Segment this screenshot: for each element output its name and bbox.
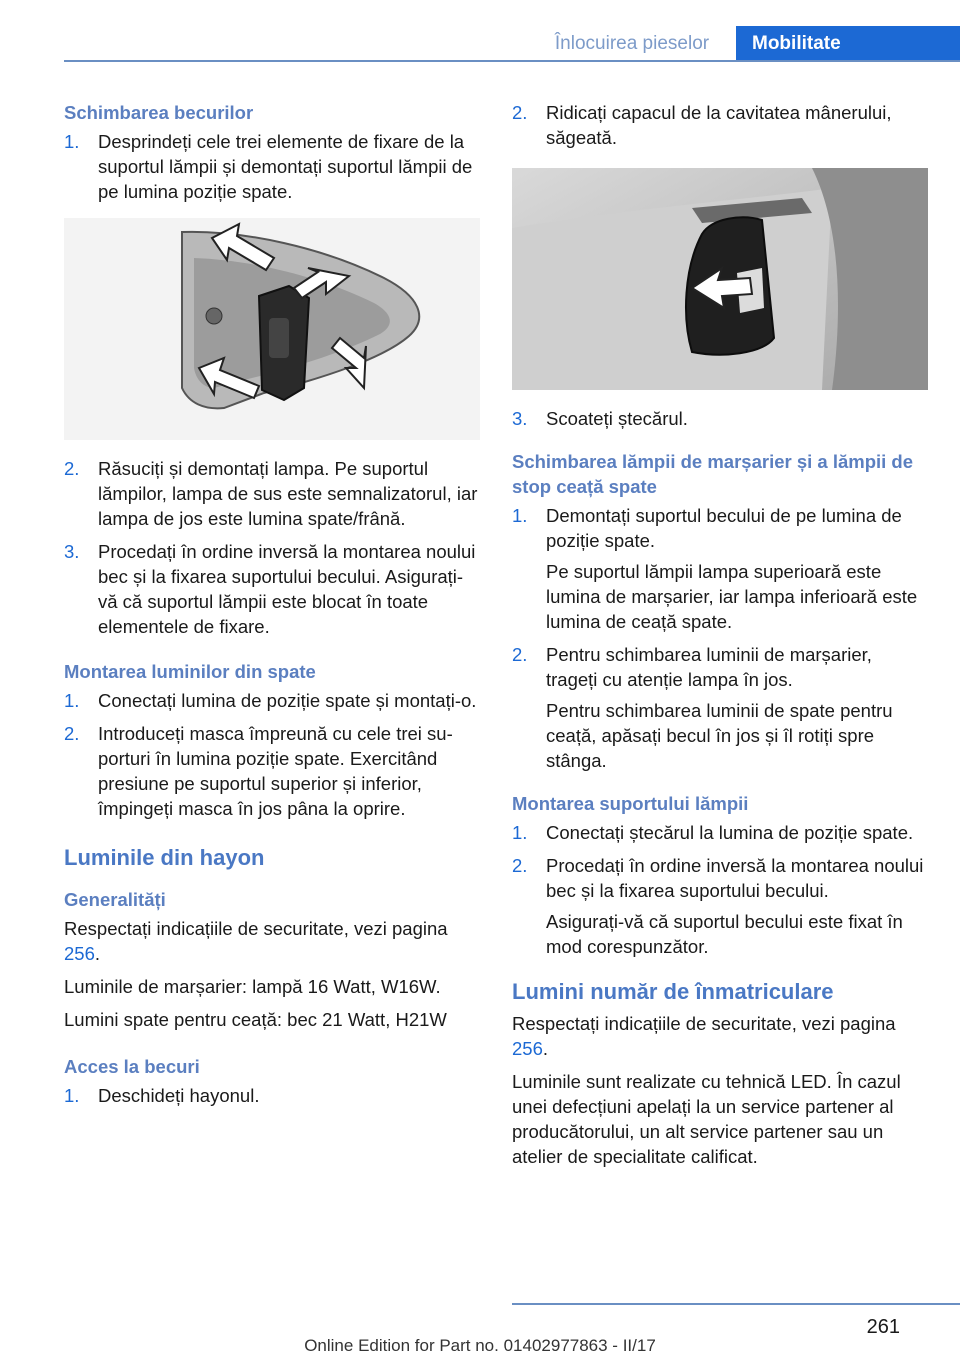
heading-acces-la-becuri: Acces la becuri [64, 1056, 200, 1077]
list-item [512, 853, 928, 959]
step-text: Introduceți masca împreună cu cele trei suporturi în lumina poziție spate. Exercitând presiune pe suportul superior și inferior, împingeți masca în jos pâna la oprire. [98, 723, 453, 819]
steps-schimbarea-1 [64, 129, 482, 204]
list-item [512, 642, 928, 773]
steps-marsarier [512, 503, 928, 773]
step-number: 1. [512, 505, 528, 526]
list-item [64, 688, 482, 713]
safety-reference [64, 916, 482, 966]
steps-acces-left [64, 1083, 482, 1108]
steps-acces-right-2 [512, 406, 928, 431]
bulb-spec-fog: Lumini spate pentru ceață: bec 21 Watt, H21W [64, 1009, 447, 1030]
step-subtext: Pentru schimbarea luminii de spate pentru ceață, apăsați becul în jos și îl rotiți spre stânga. [546, 700, 893, 771]
safety-text: Respectați indicațiile de securitate, vezi pagina [512, 1013, 896, 1034]
page-number: 261 [866, 1316, 900, 1338]
steps-acces-right-1 [512, 100, 928, 150]
heading-montarea-suportului: Montarea suportului lămpii [512, 793, 749, 814]
step-text: Procedați în ordine inversă la montarea noului bec și la fixarea suportului becului. Asigurați-vă că suportul lămpii este blocat în toate elementele de fixare. [98, 541, 476, 637]
step-number: 1. [64, 1085, 80, 1106]
footer-rule [512, 1303, 960, 1305]
step-text: Scoateți ștecărul. [546, 408, 688, 429]
safety-end: . [94, 943, 101, 964]
bulb-spec-reverse: Luminile de marșarier: lampă 16 Watt, W16W. [64, 976, 441, 997]
step-number: 2. [64, 723, 80, 744]
list-item [64, 1083, 482, 1108]
list-item [64, 456, 482, 531]
header-chapter-tab: Mobilitate [736, 26, 960, 62]
heading-generalitati: Generalități [64, 889, 166, 910]
heading-montarea-luminilor: Montarea luminilor din spate [64, 661, 316, 682]
page-link-256[interactable]: 256 [512, 1038, 543, 1059]
list-item [64, 721, 482, 821]
right-column [512, 100, 928, 1177]
heading-schimbarea-becurilor: Schimbarea becurilor [64, 102, 254, 123]
step-subtext: Asigurați-vă că suportul becului este fixat în mod corespunzător. [546, 911, 903, 957]
step-number: 3. [512, 408, 528, 429]
edition-footer: Online Edition for Part no. 01402977863 - II/17 [304, 1336, 656, 1355]
list-item [512, 100, 928, 150]
header-section-label: Înlocuirea pieselor [554, 33, 710, 54]
step-text: Pentru schimbarea luminii de marșarier, trageți cu atenție lampa în jos. [546, 644, 872, 690]
step-text: Deschideți hayonul. [98, 1085, 260, 1106]
led-info: Luminile sunt realizate cu tehnică LED. În cazul unei defecțiuni apelați la un service partener al producătorului, un alt service partener sau un atelier de specialitate calificat. [512, 1071, 901, 1167]
header-rule [64, 60, 960, 62]
step-text: Conectați lumina de poziție spate și montați-o. [98, 690, 477, 711]
step-number: 2. [64, 458, 80, 479]
step-text: Ridicați capacul de la cavitatea mânerului, săgeată. [546, 102, 892, 148]
steps-schimbarea-2 [64, 456, 482, 639]
step-number: 1. [512, 822, 528, 843]
step-text: Procedați în ordine inversă la montarea noului bec și la fixarea suportului becului. [546, 855, 924, 901]
list-item [512, 406, 928, 431]
left-column [64, 100, 482, 1116]
step-text: Demontați suportul becului de pe lumina de poziție spate. [546, 505, 902, 551]
list-item [512, 820, 928, 845]
heading-schimbarea-marsarier: Schimbarea lămpii de marșarier și a lămpii de stop ceață spate [512, 451, 914, 497]
steps-montarea [64, 688, 482, 821]
safety-end: . [542, 1038, 549, 1059]
list-item [64, 129, 482, 204]
steps-montarea-suport [512, 820, 928, 959]
safety-text: Respectați indicațiile de securitate, vezi pagina [64, 918, 448, 939]
figure-taillight-bulb-holder [64, 218, 480, 440]
step-number: 2. [512, 102, 528, 123]
figure-handle-cavity-cover [512, 168, 928, 390]
step-number: 3. [64, 541, 80, 562]
heading-luminile-din-hayon: Luminile din hayon [64, 845, 265, 870]
step-number: 1. [64, 131, 80, 152]
heading-lumini-numar: Lumini număr de înmatriculare [512, 979, 834, 1004]
step-text: Desprindeți cele trei elemente de fixare de la suportul lămpii și demontați suportul lămpii de pe lumina poziție spate. [98, 131, 473, 202]
taillight-illustration [64, 218, 480, 440]
list-item [512, 503, 928, 634]
list-item [64, 539, 482, 639]
handle-cavity-illustration [512, 168, 928, 390]
step-text: Răsuciți și demontați lampa. Pe suportul lămpilor, lampa de sus este semnalizatorul, iar lampa de jos este lumina spate/frână. [98, 458, 478, 529]
page-link-256[interactable]: 256 [64, 943, 95, 964]
step-number: 1. [64, 690, 80, 711]
step-number: 2. [512, 644, 528, 665]
step-text: Conectați ștecărul la lumina de poziție spate. [546, 822, 914, 843]
step-number: 2. [512, 855, 528, 876]
step-subtext: Pe suportul lămpii lampa superioară este lumina de marșarier, iar lampa inferioară este lumina de ceață spate. [546, 561, 918, 632]
safety-reference-2 [512, 1011, 928, 1061]
